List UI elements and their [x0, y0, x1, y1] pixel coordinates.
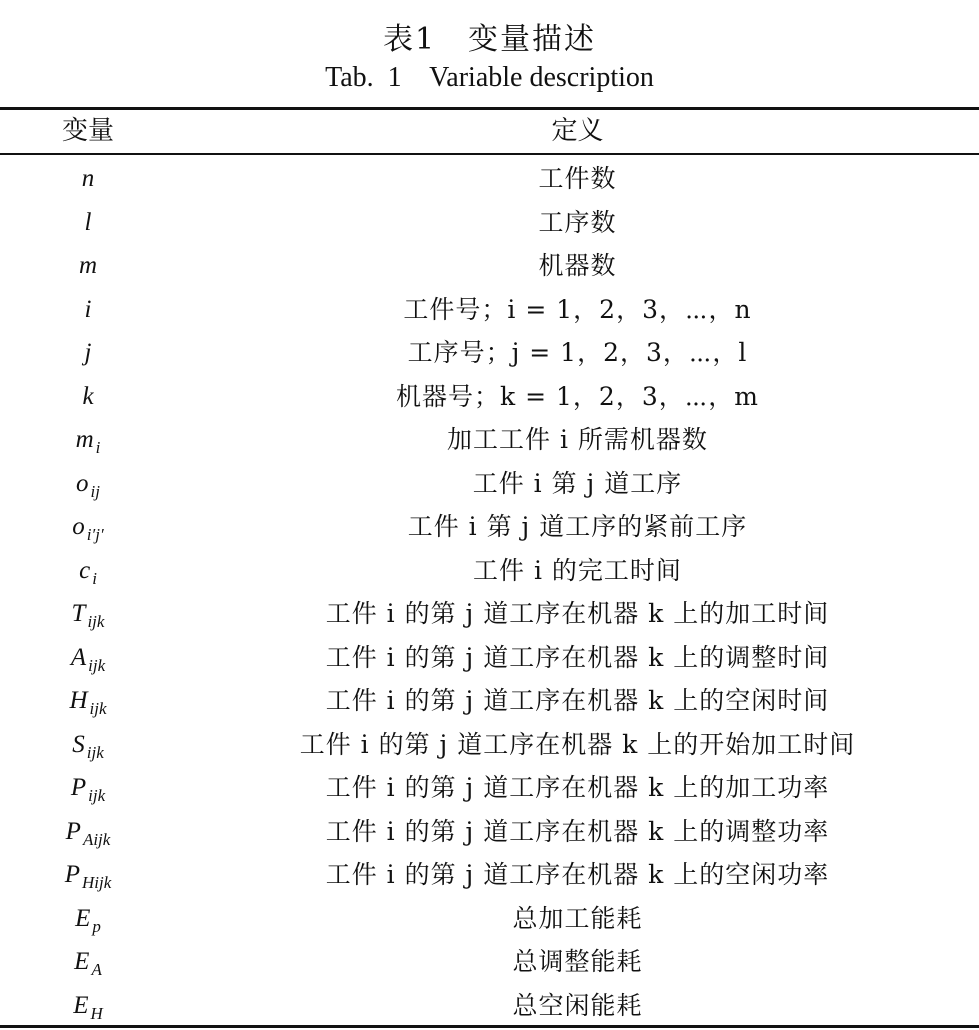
symbol-base: P — [65, 817, 81, 845]
variable-symbol — [0, 288, 176, 332]
symbol-subscript: Aijk — [82, 829, 111, 849]
variable-definition: 机器号；k = 1，2，3，⋯，m — [396, 381, 759, 411]
table-row — [0, 462, 979, 506]
symbol-subscript: i — [95, 438, 101, 457]
variable-definition: 机器数 — [538, 251, 617, 280]
table-row — [0, 505, 979, 549]
variable-symbol — [0, 636, 176, 680]
symbol-subscript: ijk — [86, 742, 104, 762]
variable-symbol — [0, 331, 176, 375]
variable-definition: 总调整能耗 — [512, 947, 643, 976]
symbol-base: o — [76, 469, 89, 497]
table-body — [0, 157, 979, 1027]
table-header-row — [0, 110, 979, 153]
table-row — [0, 418, 979, 462]
table-row — [0, 853, 979, 897]
symbol-base: l — [84, 208, 92, 236]
variable-symbol — [0, 462, 176, 506]
symbol-base: i — [84, 295, 92, 323]
variable-symbol — [0, 984, 176, 1028]
variable-definition: 工序数 — [538, 207, 617, 237]
symbol-base: T — [71, 600, 86, 627]
table-row — [0, 984, 979, 1028]
symbol-subscript: Hijk — [82, 873, 112, 892]
variable-definition: 加工工件 i 所需机器数 — [447, 425, 708, 454]
variable-definition: 总空闲能耗 — [512, 990, 643, 1020]
bottom-rule — [0, 1025, 979, 1028]
variable-definition: 工件 i 的第 j 道工序在机器 k 上的空闲功率 — [325, 860, 830, 889]
variable-symbol — [0, 418, 176, 462]
variable-definition: 工件号；i = 1，2，3，⋯，n — [403, 294, 752, 324]
variable-definition: 工序号；j = 1，2，3，⋯，l — [407, 338, 748, 367]
table-row — [0, 940, 979, 984]
variable-definition: 工件 i 第 j 道工序 — [472, 468, 683, 498]
variable-symbol — [0, 723, 176, 767]
variable-symbol — [0, 679, 176, 723]
variable-definition: 工件 i 的第 j 道工序在机器 k 上的调整功率 — [325, 816, 830, 846]
variable-symbol — [0, 810, 176, 854]
symbol-subscript: A — [91, 960, 102, 979]
header-variable: 变量 — [61, 116, 114, 146]
symbol-base: k — [82, 382, 94, 410]
variable-definition: 工件 i 的第 j 道工序在机器 k 上的加工时间 — [325, 599, 830, 628]
variable-symbol — [0, 592, 176, 636]
variable-symbol — [0, 897, 176, 941]
variable-symbol — [0, 201, 176, 245]
symbol-base: P — [64, 861, 80, 888]
table-row — [0, 288, 979, 332]
symbol-subscript: ijk — [88, 655, 106, 675]
variable-symbol — [0, 853, 176, 897]
symbol-base: o — [72, 513, 85, 540]
variable-definition: 工件 i 的完工时间 — [473, 555, 682, 585]
table-row — [0, 766, 979, 810]
table-row — [0, 375, 979, 419]
variable-symbol — [0, 766, 176, 810]
variable-definition: 工件 i 的第 j 道工序在机器 k 上的加工功率 — [325, 773, 830, 802]
symbol-base: A — [70, 643, 87, 671]
table-row — [0, 244, 979, 288]
symbol-base: P — [70, 774, 87, 801]
table-row — [0, 331, 979, 375]
variable-symbol — [0, 244, 176, 288]
symbol-subscript: p — [92, 916, 101, 936]
table-row — [0, 636, 979, 680]
symbol-base: H — [69, 687, 88, 714]
variable-symbol — [0, 505, 176, 549]
variable-definition: 工件 i 的第 j 道工序在机器 k 上的空闲时间 — [325, 686, 830, 715]
symbol-base: m — [78, 252, 98, 279]
variable-symbol — [0, 157, 176, 201]
symbol-base: n — [81, 165, 95, 192]
table-row — [0, 679, 979, 723]
variable-definition: 工件 i 的第 j 道工序在机器 k 上的调整时间 — [325, 642, 830, 672]
table-row — [0, 723, 979, 767]
table-row — [0, 810, 979, 854]
symbol-base: c — [79, 556, 91, 584]
variable-symbol — [0, 549, 176, 593]
header-definition: 定义 — [551, 116, 604, 146]
table-title-cn: 表1 变量描述 — [382, 22, 597, 57]
variable-symbol — [0, 940, 176, 984]
table-row — [0, 157, 979, 201]
table-row — [0, 201, 979, 245]
symbol-subscript: H — [90, 1003, 103, 1023]
symbol-base: j — [84, 339, 92, 366]
symbol-base: E — [74, 948, 90, 975]
table-row — [0, 592, 979, 636]
header-rule — [0, 153, 979, 155]
symbol-base: E — [75, 904, 91, 932]
symbol-subscript: ijk — [88, 786, 106, 805]
symbol-subscript: ij — [90, 481, 100, 501]
symbol-base: m — [75, 426, 94, 453]
symbol-base: E — [73, 991, 89, 1019]
variable-definition: 总加工能耗 — [512, 903, 643, 933]
symbol-subscript: i′j′ — [86, 525, 104, 544]
table-row — [0, 549, 979, 593]
variable-definition: 工件 i 的第 j 道工序在机器 k 上的开始加工时间 — [299, 729, 856, 759]
variable-definition: 工件数 — [538, 164, 617, 193]
variable-symbol — [0, 375, 176, 419]
symbol-subscript: i — [92, 568, 97, 588]
table-row — [0, 897, 979, 941]
symbol-subscript: ijk — [87, 612, 105, 631]
symbol-base: S — [72, 730, 85, 758]
table-title-en: Tab. 1 Variable description — [325, 62, 654, 93]
variable-definition: 工件 i 第 j 道工序的紧前工序 — [407, 512, 748, 541]
symbol-subscript: ijk — [89, 699, 107, 718]
